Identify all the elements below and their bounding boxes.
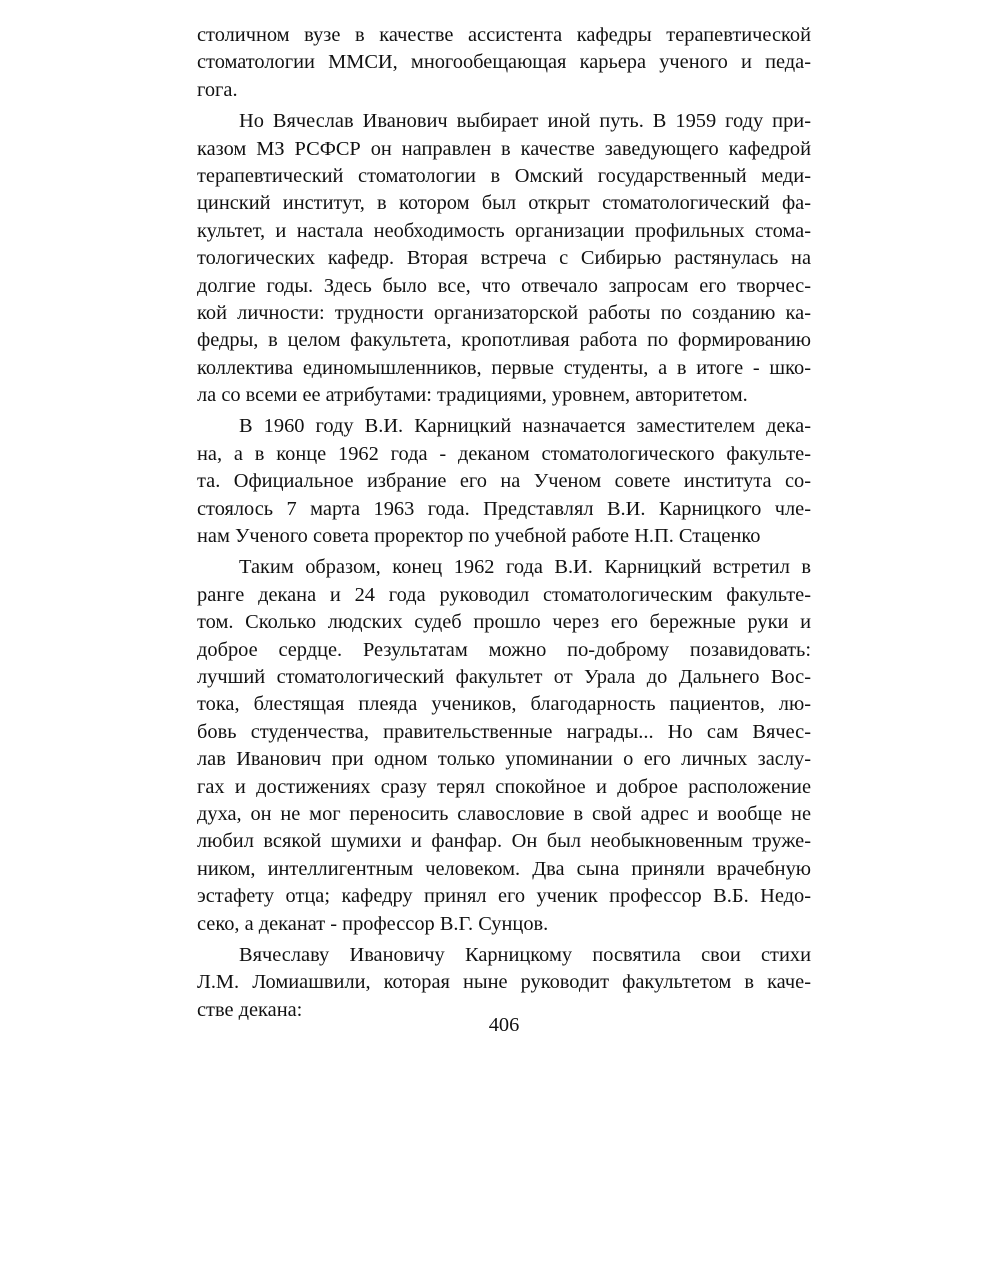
text-line: стоялось 7 марта 1963 года. Представлял В.И. Карницкого чле-: [197, 497, 811, 520]
text-line: гах и достижениях сразу терял спокойное и доброе расположение: [197, 775, 811, 798]
text-line: долгие годы. Здесь было все, что отвечало запросам его творчес-: [197, 274, 811, 297]
text-line: Л.М. Ломиашвили, которая ныне руководит факультетом в каче-: [197, 971, 811, 994]
text-line: ла со всеми ее атрибутами: традициями, уровнем, авторитетом.: [197, 384, 748, 407]
text-line: кой личности: трудности организаторской работы по созданию ка-: [197, 301, 811, 324]
text-line: том. Сколько людских судеб прошло через его бережные руки и: [197, 611, 811, 634]
text-line: Вячеславу Ивановичу Карницкому посвятила свои стихи: [239, 943, 811, 966]
body-text: [197, 22, 811, 1024]
paragraph-2: [197, 108, 811, 409]
text-line: В 1960 году В.И. Карницкий назначается заместителем дека-: [239, 415, 811, 438]
text-line: коллектива единомышленников, первые студенты, а в итоге - шко-: [197, 356, 811, 379]
text-line: федры, в целом факультета, кропотливая работа по формированию: [197, 329, 811, 352]
text-line: на, а в конце 1962 года - деканом стоматологического факульте-: [197, 442, 811, 465]
paragraph-4: [197, 554, 811, 937]
paragraph-1: [197, 22, 811, 104]
text-line: культет, и настала необходимость организации профильных стома-: [197, 219, 811, 242]
text-line: доброе сердце. Результатам можно по-доброму позавидовать:: [197, 638, 811, 661]
text-line: эстафету отца; кафедру принял его ученик профессор В.Б. Недо-: [197, 885, 811, 908]
text-line: цинский институт, в котором был открыт стоматологический фа-: [197, 192, 811, 215]
text-line: любил всякой шумихи и фанфар. Он был необыкновенным труже-: [197, 830, 811, 853]
text-line: стве декана:: [197, 998, 303, 1021]
text-line: столичном вузе в качестве ассистента кафедры терапевтической: [197, 24, 811, 46]
text-line: духа, он не мог переносить славословие в свой адрес и вообще не: [197, 802, 811, 825]
text-line: лав Иванович при одном только упоминании о его личных заслу-: [197, 748, 811, 771]
text-line: бовь студенчества, правительственные награды... Но сам Вячес-: [197, 720, 811, 743]
text-line: ранге декана и 24 года руководил стоматологическим факульте-: [197, 583, 811, 606]
text-line: ником, интеллигентным человеком. Два сына приняли врачебную: [197, 857, 811, 880]
text-line: нам Ученого совета проректор по учебной работе Н.П. Стаценко: [197, 525, 761, 548]
paragraph-3: [197, 413, 811, 550]
page-number: 406: [488, 1014, 520, 1036]
text-line: секо, а деканат - профессор В.Г. Сунцов.: [197, 912, 549, 935]
text-line: казом МЗ РСФСР он направлен в качестве заведующего кафедрой: [197, 137, 811, 160]
text-line: Но Вячеслав Иванович выбирает иной путь. В 1959 году при-: [239, 110, 811, 133]
book-page: [197, 22, 811, 1036]
text-line: терапевтический стоматологии в Омский государственный меди-: [197, 164, 811, 187]
text-line: стоматологии ММСИ, многообещающая карьера ученого и педа-: [197, 51, 811, 74]
text-line: тологических кафедр. Вторая встреча с Сибирью растянулась на: [197, 247, 811, 270]
text-line: лучший стоматологический факультет от Урала до Дальнего Вос-: [197, 665, 811, 688]
text-line: та. Официальное избрание его на Ученом совете института со-: [197, 470, 811, 493]
text-line: Таким образом, конец 1962 года В.И. Карницкий встретил в: [239, 556, 811, 579]
text-line: тока, блестящая плеяда учеников, благодарность пациентов, лю-: [197, 693, 811, 716]
paragraph-5: [197, 942, 811, 1024]
text-line: гога.: [197, 78, 238, 101]
